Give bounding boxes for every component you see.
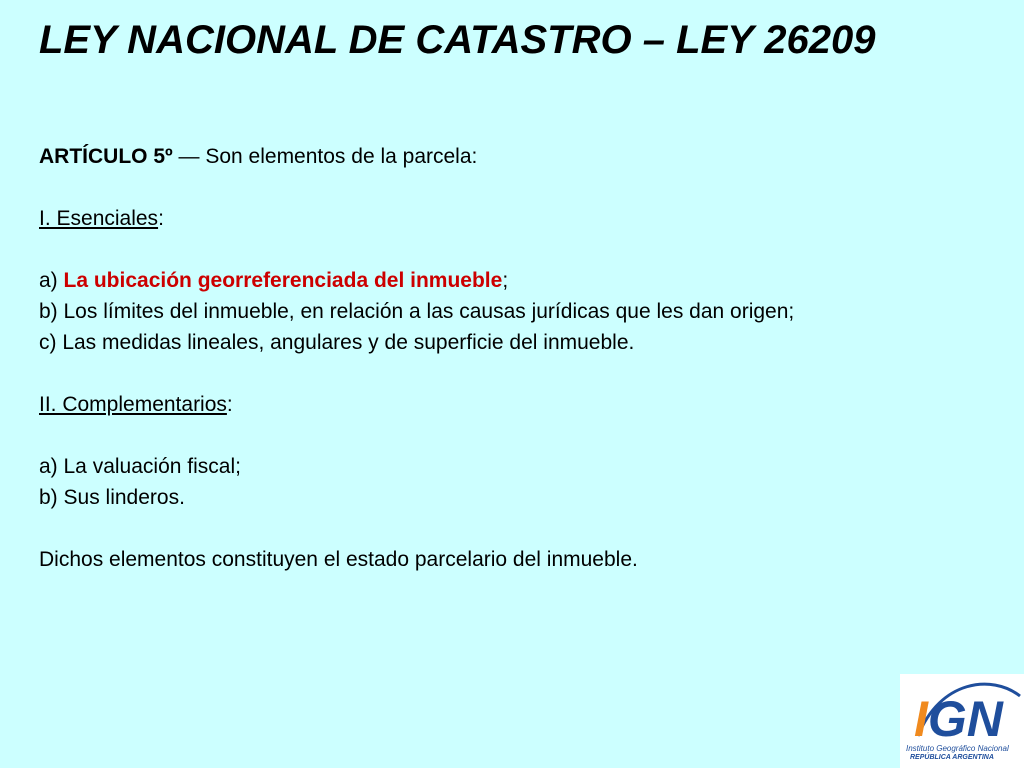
ign-logo bbox=[900, 674, 1024, 768]
essential-item-a-suffix: ; bbox=[502, 269, 509, 292]
logo-institute-name: Instituto Geográfico Nacional bbox=[906, 744, 1009, 753]
logo-country: REPÚBLICA ARGENTINA bbox=[910, 754, 994, 761]
ign-logo-mark bbox=[900, 674, 1024, 744]
section-complementary-colon: : bbox=[226, 393, 233, 416]
spacer bbox=[39, 513, 999, 544]
spacer bbox=[39, 172, 999, 203]
complementary-item-a: a) La valuación fiscal; bbox=[39, 455, 241, 478]
slide-title: LEY NACIONAL DE CATASTRO – LEY 26209 bbox=[39, 18, 876, 62]
closing-statement: Dichos elementos constituyen el estado parcelario del inmueble. bbox=[39, 548, 638, 571]
essential-item-a bbox=[39, 265, 999, 296]
essential-item-a-prefix: a) bbox=[39, 269, 64, 292]
section-complementary-heading bbox=[39, 389, 999, 420]
spacer bbox=[39, 234, 999, 265]
essential-item-a-highlight: La ubicación georreferenciada del inmueble bbox=[63, 269, 503, 292]
essential-item-c: c) Las medidas lineales, angulares y de superficie del inmueble. bbox=[39, 331, 635, 354]
section-complementary-label: II. Complementarios bbox=[39, 393, 227, 416]
spacer bbox=[39, 358, 999, 389]
logo-acronym: IGN bbox=[914, 691, 1003, 744]
section-essentials-heading bbox=[39, 203, 999, 234]
essential-item-b: b) Los límites del inmueble, en relación a las causas jurídicas que les dan origen; bbox=[39, 300, 795, 323]
section-essentials-colon: : bbox=[158, 207, 164, 230]
article-body bbox=[39, 141, 999, 575]
complementary-item-b: b) Sus linderos. bbox=[39, 486, 185, 509]
article-intro: — Son elementos de la parcela: bbox=[172, 145, 478, 168]
article-heading-line bbox=[39, 141, 999, 172]
article-number: ARTÍCULO 5º bbox=[39, 145, 173, 168]
spacer bbox=[39, 420, 999, 451]
section-essentials-label: I. Esenciales bbox=[39, 207, 159, 230]
